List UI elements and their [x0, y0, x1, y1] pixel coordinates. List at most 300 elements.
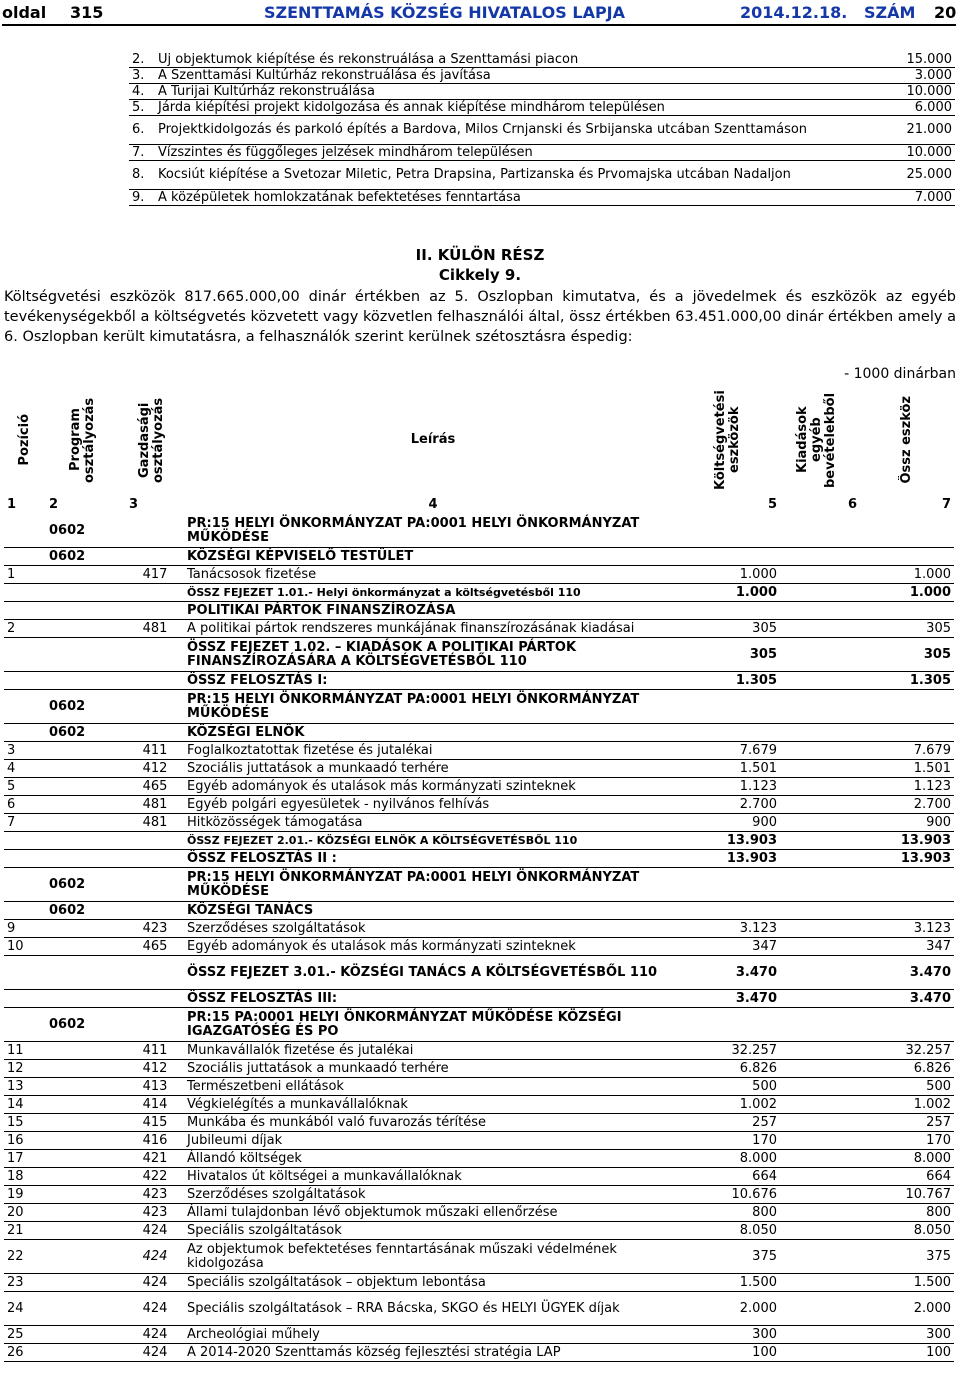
row-program — [46, 1042, 126, 1060]
header-gazdasagi: Gazdasági osztályozás — [137, 397, 166, 483]
row-program — [46, 620, 126, 638]
row-position: 16 — [4, 1132, 46, 1150]
list-item-amount: 15.000 — [855, 52, 955, 68]
row-total: 13.903 — [860, 850, 954, 868]
list-item-number: 5. — [129, 100, 155, 116]
list-item-amount: 6.000 — [855, 100, 955, 116]
table-row — [4, 796, 954, 814]
row-position: 12 — [4, 1060, 46, 1078]
row-total: 800 — [860, 1204, 954, 1222]
table-row — [4, 1186, 954, 1204]
row-economic-class — [126, 990, 184, 1008]
row-budget-funds: 900 — [682, 814, 780, 832]
row-economic-class — [126, 514, 184, 548]
row-budget-funds — [682, 724, 780, 742]
list-item-text: Új objektumok kiépítése és rekonstruálása a Szenttamási piacon — [155, 52, 855, 68]
row-description: Speciális szolgáltatások – objektum lebontása — [184, 1274, 682, 1292]
row-budget-funds: 3.470 — [682, 956, 780, 990]
row-program — [46, 742, 126, 760]
row-position: 22 — [4, 1240, 46, 1274]
list-item — [129, 190, 955, 206]
row-economic-class — [126, 548, 184, 566]
header-issue-label: SZÁM — [864, 3, 916, 22]
row-other-income — [780, 1060, 860, 1078]
list-item — [129, 68, 955, 84]
row-description: Állami tulajdonban lévő objektumok műszaki ellenőrzése — [184, 1204, 682, 1222]
header-left-label: oldal — [2, 3, 47, 22]
list-item — [129, 84, 955, 100]
row-description: Hitközösségek támogatása — [184, 814, 682, 832]
row-economic-class: 412 — [126, 760, 184, 778]
list-item — [129, 145, 955, 161]
row-other-income — [780, 584, 860, 602]
row-total: 3.470 — [860, 956, 954, 990]
row-budget-funds — [682, 868, 780, 902]
row-description: Szociális juttatások a munkaadó terhére — [184, 760, 682, 778]
row-position: 18 — [4, 1168, 46, 1186]
table-row — [4, 938, 954, 956]
row-position — [4, 514, 46, 548]
row-program — [46, 1078, 126, 1096]
column-number: 4 — [428, 497, 438, 512]
table-row — [4, 1326, 954, 1344]
row-total — [860, 690, 954, 724]
row-total: 170 — [860, 1132, 954, 1150]
table-row — [4, 1114, 954, 1132]
row-description: Természetbeni ellátások — [184, 1078, 682, 1096]
row-position: 24 — [4, 1292, 46, 1326]
row-budget-funds: 1.123 — [682, 778, 780, 796]
row-program — [46, 1060, 126, 1078]
table-row — [4, 1168, 954, 1186]
header-title: SZENTTAMÁS KÖZSÉG HIVATALOS LAPJA — [264, 3, 626, 22]
budget-table — [4, 384, 954, 1362]
column-number: 6 — [847, 497, 857, 512]
row-total — [860, 602, 954, 620]
row-other-income — [780, 690, 860, 724]
row-budget-funds: 1.000 — [682, 566, 780, 584]
list-item-text: Járda kiépítési projekt kidolgozása és annak kiépítése mindhárom településen — [155, 100, 855, 116]
row-economic-class: 424 — [126, 1326, 184, 1344]
row-other-income — [780, 796, 860, 814]
table-row — [4, 990, 954, 1008]
row-total: 1.002 — [860, 1096, 954, 1114]
table-row — [4, 814, 954, 832]
row-budget-funds: 3.123 — [682, 920, 780, 938]
row-program: 0602 — [46, 724, 126, 742]
row-position — [4, 850, 46, 868]
row-other-income — [780, 1292, 860, 1326]
row-budget-funds: 13.903 — [682, 850, 780, 868]
table-row — [4, 1096, 954, 1114]
investment-list — [129, 52, 955, 206]
row-economic-class: 416 — [126, 1132, 184, 1150]
row-total: 32.257 — [860, 1042, 954, 1060]
row-program: 0602 — [46, 1008, 126, 1042]
row-other-income — [780, 920, 860, 938]
row-program — [46, 602, 126, 620]
row-position: 7 — [4, 814, 46, 832]
table-row — [4, 1078, 954, 1096]
row-description: PR:15 PA:0001 HELYI ÖNKORMÁNYZAT MŰKÖDÉSE KÖZSÉGI IGAZGATÓSÉG ÉS PO — [184, 1008, 682, 1042]
column-number: 1 — [7, 497, 17, 512]
row-budget-funds: 13.903 — [682, 832, 780, 850]
row-budget-funds: 2.000 — [682, 1292, 780, 1326]
row-total: 1.000 — [860, 584, 954, 602]
table-row — [4, 1204, 954, 1222]
row-description: Tanácsosok fizetése — [184, 566, 682, 584]
list-item — [129, 116, 955, 145]
row-budget-funds: 3.470 — [682, 990, 780, 1008]
row-program — [46, 990, 126, 1008]
row-total: 664 — [860, 1168, 954, 1186]
row-budget-funds: 300 — [682, 1326, 780, 1344]
row-description: POLITIKAI PÁRTOK FINANSZÍROZÁSA — [184, 602, 682, 620]
row-program — [46, 956, 126, 990]
row-position — [4, 690, 46, 724]
row-total: 3.470 — [860, 990, 954, 1008]
list-item-amount: 10.000 — [855, 145, 955, 161]
list-item-text: A középületek homlokzatának befektetéses fenntartása — [155, 190, 855, 206]
row-budget-funds — [682, 902, 780, 920]
row-position: 9 — [4, 920, 46, 938]
row-program — [46, 1168, 126, 1186]
row-economic-class: 415 — [126, 1114, 184, 1132]
list-item-number: 2. — [129, 52, 155, 68]
table-row — [4, 778, 954, 796]
row-economic-class: 424 — [126, 1274, 184, 1292]
row-description: Speciális szolgáltatások — [184, 1222, 682, 1240]
row-economic-class — [126, 956, 184, 990]
header-pozicio: Pozíció — [17, 414, 32, 466]
row-position: 23 — [4, 1274, 46, 1292]
row-budget-funds: 6.826 — [682, 1060, 780, 1078]
row-program — [46, 1114, 126, 1132]
page-header — [2, 2, 956, 26]
row-other-income — [780, 1132, 860, 1150]
row-budget-funds: 800 — [682, 1204, 780, 1222]
row-position — [4, 1008, 46, 1042]
list-item-text: A Szenttamási Kultúrház rekonstruálása és javítása — [155, 68, 855, 84]
list-item-number: 3. — [129, 68, 155, 84]
row-economic-class: 423 — [126, 1186, 184, 1204]
row-program: 0602 — [46, 548, 126, 566]
row-economic-class: 465 — [126, 778, 184, 796]
row-budget-funds: 305 — [682, 638, 780, 672]
row-economic-class — [126, 868, 184, 902]
list-item-amount: 3.000 — [855, 68, 955, 84]
row-economic-class: 481 — [126, 796, 184, 814]
row-description: ÖSSZ FELOSZTÁS III: — [184, 990, 682, 1008]
row-program — [46, 832, 126, 850]
table-header-row — [4, 384, 954, 496]
row-description: A 2014-2020 Szenttamás község fejlesztési stratégia LAP — [184, 1344, 682, 1362]
list-item-amount: 21.000 — [855, 116, 955, 145]
row-other-income — [780, 638, 860, 672]
row-total: 2.000 — [860, 1292, 954, 1326]
row-economic-class: 481 — [126, 814, 184, 832]
row-budget-funds: 7.679 — [682, 742, 780, 760]
table-row — [4, 638, 954, 672]
row-position: 2 — [4, 620, 46, 638]
row-budget-funds: 8.000 — [682, 1150, 780, 1168]
row-program — [46, 1274, 126, 1292]
row-program — [46, 1292, 126, 1326]
row-position — [4, 638, 46, 672]
row-program: 0602 — [46, 690, 126, 724]
row-program — [46, 1096, 126, 1114]
row-total: 1.501 — [860, 760, 954, 778]
row-position — [4, 672, 46, 690]
header-kiadasok: Kiadások egyéb bevételekből — [795, 392, 838, 488]
row-other-income — [780, 850, 860, 868]
row-description: Munkába és munkából való fuvarozás térítése — [184, 1114, 682, 1132]
row-economic-class: 411 — [126, 742, 184, 760]
row-budget-funds: 305 — [682, 620, 780, 638]
column-number: 5 — [767, 497, 777, 512]
row-budget-funds: 1.500 — [682, 1274, 780, 1292]
table-row — [4, 1292, 954, 1326]
row-other-income — [780, 938, 860, 956]
row-description: Egyéb adományok és utalások más kormányzati szinteknek — [184, 938, 682, 956]
row-program — [46, 1326, 126, 1344]
row-economic-class: 424 — [126, 1292, 184, 1326]
table-row — [4, 1344, 954, 1362]
row-total: 500 — [860, 1078, 954, 1096]
row-description: PR:15 HELYI ÖNKORMÁNYZAT PA:0001 HELYI ÖNKORMÁNYZAT MŰKÖDÉSE — [184, 514, 682, 548]
row-description: Munkavállalók fizetése és jutalékai — [184, 1042, 682, 1060]
row-budget-funds: 1.000 — [682, 584, 780, 602]
row-budget-funds — [682, 548, 780, 566]
row-total: 900 — [860, 814, 954, 832]
row-position — [4, 548, 46, 566]
row-budget-funds: 1.305 — [682, 672, 780, 690]
table-row — [4, 1042, 954, 1060]
row-other-income — [780, 1008, 860, 1042]
row-position: 20 — [4, 1204, 46, 1222]
row-economic-class — [126, 584, 184, 602]
table-row — [4, 1060, 954, 1078]
table-row — [4, 1222, 954, 1240]
row-total: 305 — [860, 620, 954, 638]
row-other-income — [780, 1078, 860, 1096]
list-item-text: A Turijai Kultúrház rekonstruálása — [155, 84, 855, 100]
row-description: KÖZSÉGI KÉPVISELŐ TESTÜLET — [184, 548, 682, 566]
list-item-text: Kocsiút kiépítése a Svetozar Miletic, Petra Drapsina, Partizanska és Prvomajska utcában Nadaljon — [155, 161, 855, 190]
row-total: 8.050 — [860, 1222, 954, 1240]
row-program — [46, 920, 126, 938]
row-other-income — [780, 814, 860, 832]
row-total: 1.500 — [860, 1274, 954, 1292]
header-koltsegvetesi: Költségvetési eszközök — [713, 390, 742, 490]
row-total: 13.903 — [860, 832, 954, 850]
list-item-amount: 25.000 — [855, 161, 955, 190]
row-budget-funds — [682, 1008, 780, 1042]
table-row — [4, 1274, 954, 1292]
row-description: Hivatalos út költségei a munkavállalóknak — [184, 1168, 682, 1186]
row-description: Szerződéses szolgáltatások — [184, 920, 682, 938]
column-number: 2 — [49, 497, 59, 512]
row-program — [46, 1150, 126, 1168]
row-program — [46, 638, 126, 672]
row-other-income — [780, 1204, 860, 1222]
row-other-income — [780, 1344, 860, 1362]
row-description: Egyéb polgári egyesületek - nyilvános felhívás — [184, 796, 682, 814]
row-description: Foglalkoztatottak fizetése és jutalékai — [184, 742, 682, 760]
unit-label: - 1000 dinárban — [844, 366, 956, 382]
row-description: ÖSSZ FEJEZET 2.01.- KÖZSÉGI ELNÖK A KÖLTSÉGVETÉSBŐL 110 — [184, 832, 682, 850]
row-other-income — [780, 868, 860, 902]
row-program — [46, 1240, 126, 1274]
table-row — [4, 566, 954, 584]
list-item-number: 7. — [129, 145, 155, 161]
row-other-income — [780, 990, 860, 1008]
row-budget-funds: 347 — [682, 938, 780, 956]
row-description: PR:15 HELYI ÖNKORMÁNYZAT PA:0001 HELYI ÖNKORMÁNYZAT MŰKÖDÉSE — [184, 690, 682, 724]
row-description: Archeológiai műhely — [184, 1326, 682, 1344]
row-other-income — [780, 742, 860, 760]
row-other-income — [780, 760, 860, 778]
row-economic-class: 481 — [126, 620, 184, 638]
row-total — [860, 868, 954, 902]
table-row — [4, 584, 954, 602]
list-item — [129, 52, 955, 68]
row-economic-class: 424 — [126, 1222, 184, 1240]
row-economic-class — [126, 832, 184, 850]
row-description: KÖZSÉGI TANÁCS — [184, 902, 682, 920]
row-position: 21 — [4, 1222, 46, 1240]
row-position: 19 — [4, 1186, 46, 1204]
row-description: Az objektumok befektetéses fenntartásának műszaki védelmének kidolgozása — [184, 1240, 682, 1274]
table-row — [4, 760, 954, 778]
list-item-number: 4. — [129, 84, 155, 100]
row-program — [46, 1344, 126, 1362]
table-row — [4, 672, 954, 690]
row-program — [46, 1204, 126, 1222]
table-row — [4, 742, 954, 760]
header-ossz: Össz eszköz — [899, 396, 914, 484]
column-number-row — [4, 496, 954, 514]
row-description: ÖSSZ FEJEZET 3.01.- KÖZSÉGI TANÁCS A KÖLTSÉGVETÉSBŐL 110 — [184, 956, 682, 990]
row-description: PR:15 HELYI ÖNKORMÁNYZAT PA:0001 HELYI ÖNKORMÁNYZAT MŰKÖDÉSE — [184, 868, 682, 902]
list-item — [129, 161, 955, 190]
row-position — [4, 902, 46, 920]
row-budget-funds: 257 — [682, 1114, 780, 1132]
row-other-income — [780, 514, 860, 548]
row-position: 10 — [4, 938, 46, 956]
column-number: 3 — [129, 497, 139, 512]
table-row — [4, 902, 954, 920]
row-total: 1.000 — [860, 566, 954, 584]
row-other-income — [780, 1186, 860, 1204]
section-article-title: Cikkely 9. — [438, 266, 522, 284]
row-description: ÖSSZ FELOSZTÁS II : — [184, 850, 682, 868]
list-item-number: 6. — [129, 116, 155, 145]
row-other-income — [780, 1240, 860, 1274]
row-description: KÖZSÉGI ELNÖK — [184, 724, 682, 742]
row-total: 1.123 — [860, 778, 954, 796]
row-economic-class: 421 — [126, 1150, 184, 1168]
row-program — [46, 584, 126, 602]
row-economic-class: 423 — [126, 1204, 184, 1222]
row-position — [4, 956, 46, 990]
header-leiras: Leírás — [410, 432, 456, 447]
row-other-income — [780, 956, 860, 990]
row-description: Végkielégítés a munkavállalóknak — [184, 1096, 682, 1114]
row-budget-funds: 8.050 — [682, 1222, 780, 1240]
row-description: Állandó költségek — [184, 1150, 682, 1168]
row-other-income — [780, 1042, 860, 1060]
header-page-number: 315 — [70, 3, 104, 22]
row-other-income — [780, 724, 860, 742]
row-description: Egyéb adományok és utalások más kormányzati szinteknek — [184, 778, 682, 796]
row-budget-funds — [682, 602, 780, 620]
row-budget-funds: 10.676 — [682, 1186, 780, 1204]
row-total: 305 — [860, 638, 954, 672]
row-other-income — [780, 902, 860, 920]
row-program: 0602 — [46, 902, 126, 920]
row-position — [4, 724, 46, 742]
row-economic-class: 414 — [126, 1096, 184, 1114]
row-position — [4, 584, 46, 602]
row-other-income — [780, 1114, 860, 1132]
row-other-income — [780, 566, 860, 584]
row-economic-class — [126, 672, 184, 690]
row-economic-class: 423 — [126, 920, 184, 938]
row-program — [46, 760, 126, 778]
row-economic-class: 422 — [126, 1168, 184, 1186]
row-program — [46, 814, 126, 832]
row-total: 2.700 — [860, 796, 954, 814]
row-program — [46, 938, 126, 956]
row-position — [4, 990, 46, 1008]
table-row — [4, 850, 954, 868]
row-budget-funds: 375 — [682, 1240, 780, 1274]
table-row — [4, 1132, 954, 1150]
row-economic-class: 424 — [126, 1240, 184, 1274]
row-economic-class — [126, 902, 184, 920]
row-description: Szociális juttatások a munkaadó terhére — [184, 1060, 682, 1078]
header-program: Program osztályozás — [68, 397, 97, 483]
row-total — [860, 514, 954, 548]
table-row — [4, 724, 954, 742]
row-program — [46, 672, 126, 690]
row-description: Jubileumi díjak — [184, 1132, 682, 1150]
row-program — [46, 1222, 126, 1240]
list-item-text: Projektkidolgozás és parkoló építés a Bardova, Milos Crnjanski és Srbijanska utcában Szenttamáson — [155, 116, 855, 145]
row-program — [46, 796, 126, 814]
row-total: 300 — [860, 1326, 954, 1344]
row-total — [860, 1008, 954, 1042]
row-other-income — [780, 1150, 860, 1168]
row-total — [860, 724, 954, 742]
list-item-number: 8. — [129, 161, 155, 190]
row-total: 347 — [860, 938, 954, 956]
row-position — [4, 868, 46, 902]
row-position: 14 — [4, 1096, 46, 1114]
row-program — [46, 778, 126, 796]
row-total: 100 — [860, 1344, 954, 1362]
row-budget-funds: 2.700 — [682, 796, 780, 814]
row-position — [4, 832, 46, 850]
row-description: ÖSSZ FEJEZET 1.01.- Helyi önkormányzat a költségvetésből 110 — [184, 584, 682, 602]
table-row — [4, 1240, 954, 1274]
row-budget-funds: 32.257 — [682, 1042, 780, 1060]
row-description: ÖSSZ FELOSZTÁS I: — [184, 672, 682, 690]
row-other-income — [780, 1274, 860, 1292]
row-economic-class — [126, 724, 184, 742]
table-row — [4, 868, 954, 902]
